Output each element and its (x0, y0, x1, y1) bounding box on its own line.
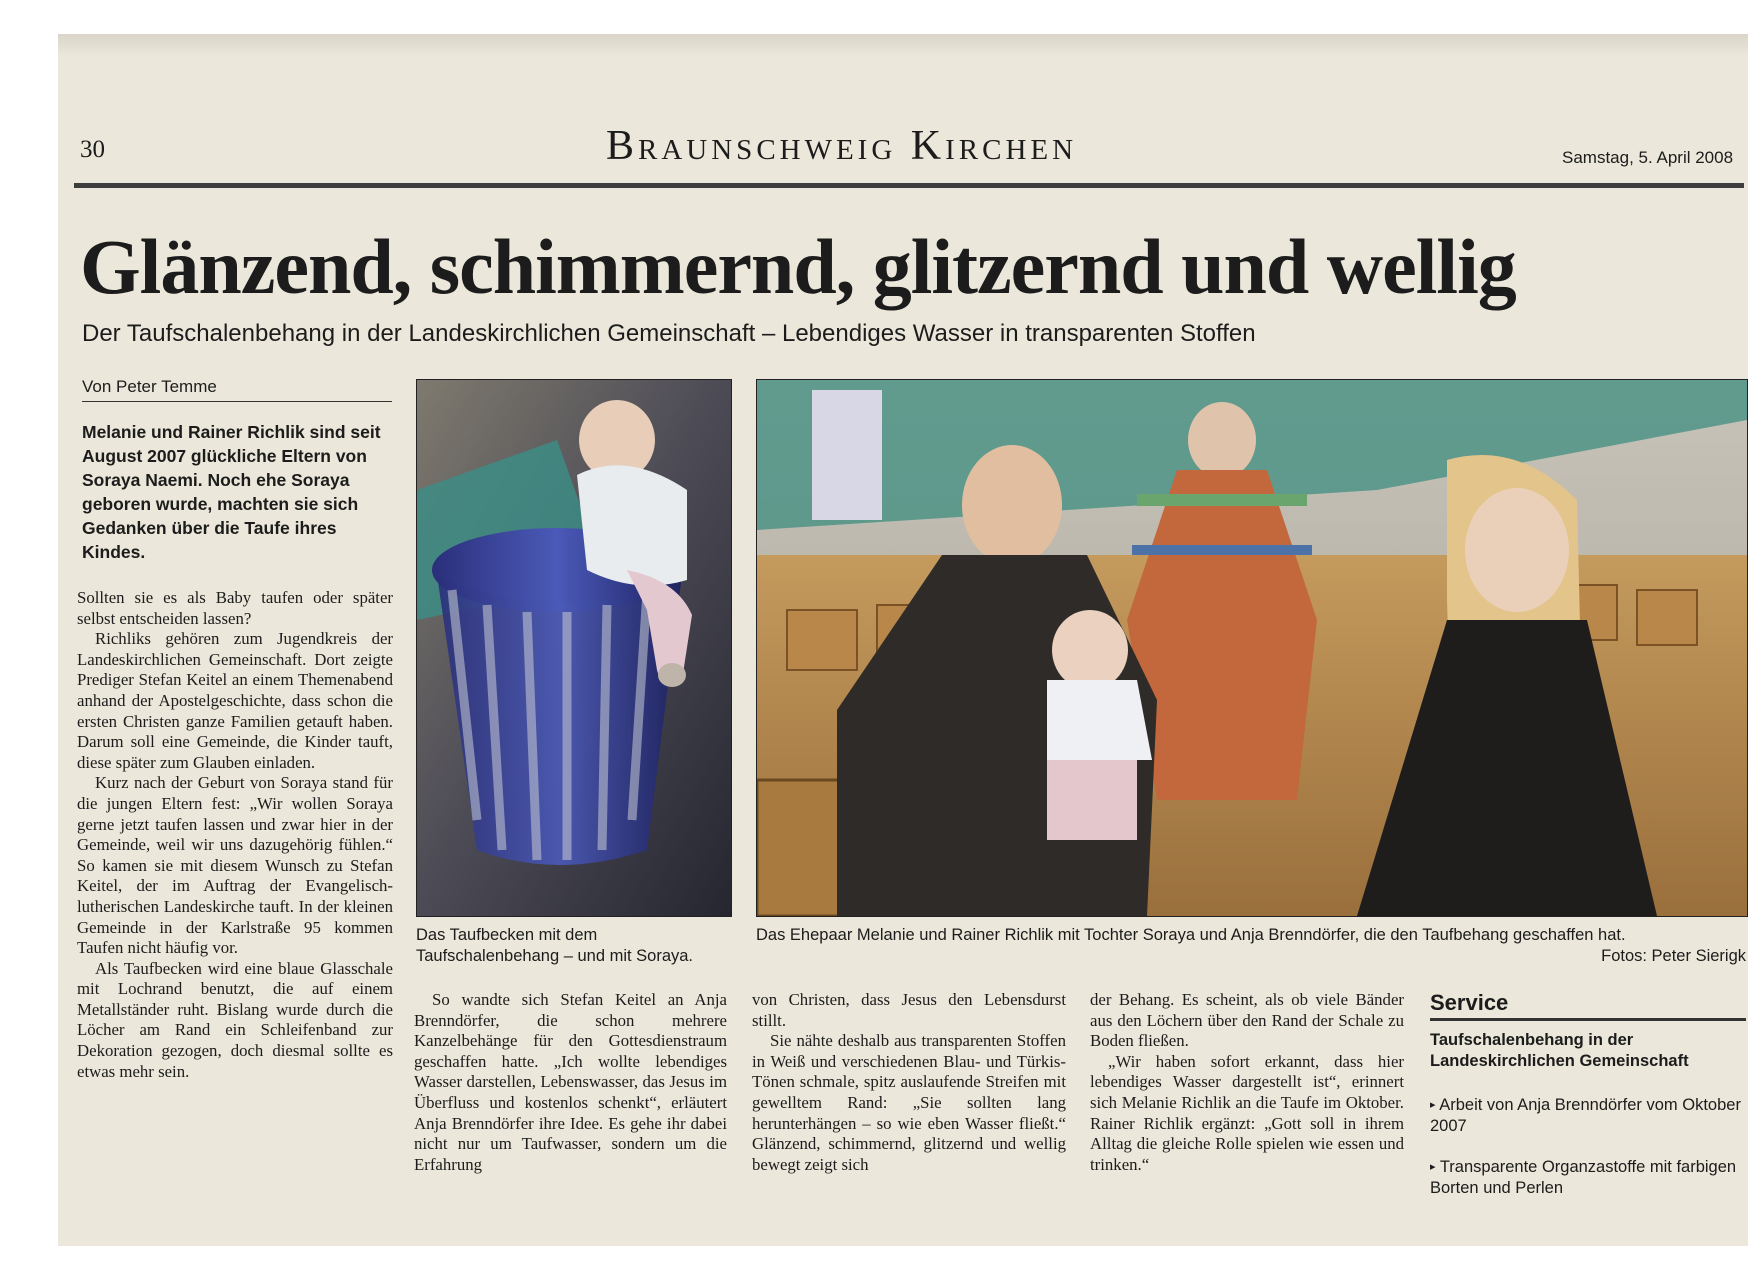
page-number: 30 (80, 136, 105, 163)
photo-family (756, 379, 1748, 917)
section-title: Braunschweig Kirchen (606, 123, 1078, 169)
headline: Glänzend, schimmernd, glitzernd und wellig (80, 223, 1516, 310)
article-column-4 (1090, 990, 1404, 1175)
paragraph: Sie nähte deshalb aus transparenten Stoffen in Weiß und verschiedenen Blau- und Türkis-Tönen schmale, spitz auslaufende Streifen mit gewelltem Rand: „Sie sollten lang herunterhängen – so wie eben Wasser fließt.“ Glänzend, schimmernd, glitzernd und wellig bewegt zeigt sich (752, 1031, 1066, 1174)
paragraph: Als Taufbecken wird eine blaue Glasschale mit Lochrand benutzt, die auf einem Metallständer ruht. Bislang wurde durch die Löcher am Rand ein Schleifenband zur Dekoration gezogen, doch diesmal sollte es etwas mehr sein. (77, 958, 393, 1081)
paragraph: So wandte sich Stefan Keitel an Anja Brenndörfer, die schon mehrere Kanzelbehänge für den Gottesdienstraum geschaffen hatte. „Ich wollte lebendiges Wasser darstellen, Lebenswasser, das Jesus im Überfluss und kostenlos schenkt“, erläutert Anja Brenndörfer ihre Idee. Es gehe ihr dabei nicht nur um Taufwasser, sondern um die Erfahrung (414, 990, 727, 1174)
paragraph: von Christen, dass Jesus den Lebensdurst stillt. (752, 990, 1066, 1030)
photo-family-image (757, 380, 1747, 916)
photo-caption-1: Das Taufbecken mit dem Taufschalenbehang – und mit Soraya. (416, 926, 694, 965)
service-item-text: Transparente Organzastoffe mit farbigen Borten und Perlen (1430, 1158, 1737, 1198)
service-box-title: Service (1430, 990, 1509, 1015)
header-rule (74, 183, 1744, 188)
photo-credit: Fotos: Peter Sierigk (1601, 947, 1746, 965)
byline: Von Peter Temme (82, 377, 392, 402)
subheadline: Der Taufschalenbehang in der Landeskirchlichen Gemeinschaft – Lebendiges Wasser in transparenten Stoffen (82, 320, 1256, 347)
service-box-subtitle: Taufschalenbehang in der Landeskirchlichen Gemeinschaft (1430, 1031, 1689, 1070)
paragraph: der Behang. Es scheint, als ob viele Bänder aus den Löchern über den Rand der Schale zu Boden fließen. (1090, 990, 1404, 1051)
paragraph: Richliks gehören zum Jugendkreis der Landeskirchlichen Gemeinschaft. Dort zeigte Prediger Stefan Keitel an einem Themenabend anhand der Apostelgeschichte, dass schon die ersten Christen ganze Familien getauft haben. Darum soll eine Gemeinde, die Kinder tauft, diese später zum Glauben einladen. (77, 629, 393, 772)
triangle-bullet-icon: ▸ (1430, 1099, 1436, 1112)
paragraph: Kurz nach der Geburt von Soraya stand für die jungen Eltern fest: „Wir wollen Soraya gerne jetzt taufen lassen und zwar hier in der Gemeinde, weil wir uns dazugehörig fühlen.“ So kamen sie mit diesem Wunsch zu Stefan Keitel, der im Auftrag der Evangelisch-lutherischen Landeskirche tauft. In der kleinen Gemeinde in der Karlstraße 95 kommen Taufen nicht häufig vor. (77, 773, 393, 958)
article-column-2 (414, 990, 727, 1175)
service-item (1430, 1157, 1746, 1199)
photo-caption-2: Das Ehepaar Melanie und Rainer Richlik mit Tochter Soraya und Anja Brenndörfer, die den Taufbehang geschaffen hat. (756, 926, 1626, 944)
lead-paragraph: Melanie und Rainer Richlik sind seit August 2007 glückliche Eltern von Soraya Naemi. Noch ehe Soraya geboren wurde, machten sie sich Gedanken über die Taufe ihres Kindes. (82, 422, 381, 562)
photo-baptismal-font-image (417, 380, 731, 916)
article-column-1 (77, 588, 393, 1082)
service-item-text: Arbeit von Anja Brenndörfer vom Oktober 2007 (1430, 1096, 1741, 1136)
article-column-3 (752, 990, 1066, 1175)
photo-baptismal-font (416, 379, 732, 917)
paragraph: Sollten sie es als Baby taufen oder später selbst entscheiden lassen? (77, 588, 393, 628)
issue-date: Samstag, 5. April 2008 (1562, 148, 1734, 167)
triangle-bullet-icon: ▸ (1430, 1161, 1436, 1174)
service-item (1430, 1095, 1746, 1137)
service-box-rule (1430, 1018, 1746, 1021)
paragraph: „Wir haben sofort erkannt, dass hier lebendiges Wasser dargestellt ist“, erinnert sich Melanie Richlik an die Taufe im Oktober. Rainer Richlik ergänzt: „Gott soll in ihrem Alltag die gleiche Rolle spielen wie essen und trinken.“ (1090, 1051, 1404, 1174)
